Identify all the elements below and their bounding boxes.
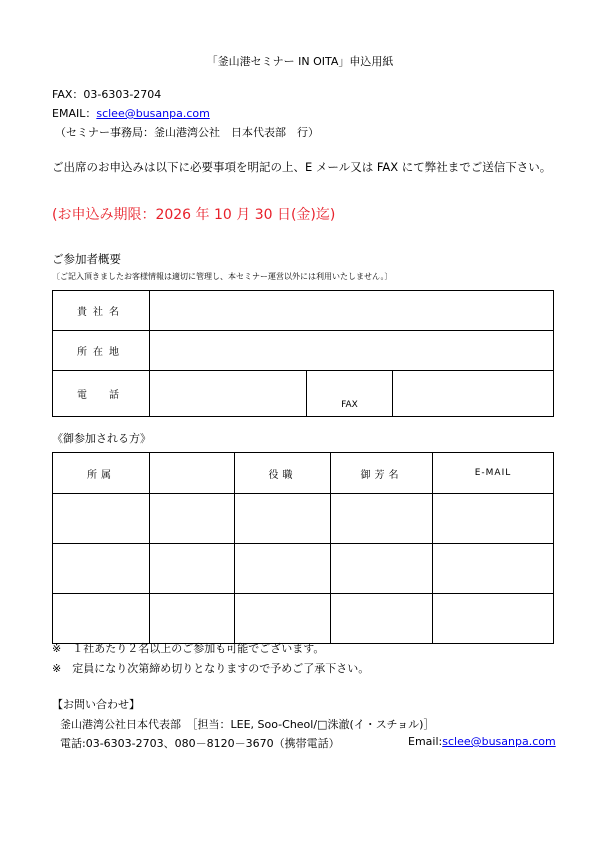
contact-email-label: Email: bbox=[408, 735, 443, 748]
email-cell[interactable] bbox=[433, 594, 554, 644]
name-cell[interactable] bbox=[331, 594, 433, 644]
table-row bbox=[53, 494, 554, 544]
fax-field[interactable] bbox=[393, 371, 554, 417]
company-label: 貴社名 bbox=[53, 291, 150, 331]
column-header-name: 御芳名 bbox=[331, 453, 433, 494]
affiliation-cell[interactable] bbox=[53, 544, 150, 594]
footnote: ※ １社あたり２名以上のご参加も可能でございます。 bbox=[52, 642, 325, 655]
blank-cell[interactable] bbox=[150, 494, 235, 544]
privacy-note: 〔ご記入頂きましたお客様情報は適切に管理し、本セミナー運営以外には利用いたしません。〕 bbox=[52, 272, 393, 281]
email-cell[interactable] bbox=[433, 544, 554, 594]
address-label: 所在地 bbox=[53, 331, 150, 371]
office-line: （セミナー事務局：釜山港湾公社 日本代表部 行） bbox=[55, 126, 319, 139]
name-cell[interactable] bbox=[331, 544, 433, 594]
email-cell[interactable] bbox=[433, 494, 554, 544]
table-row bbox=[53, 594, 554, 644]
intro-text: ご出席のお申込みは以下に必要事項を明記の上、E メール又は FAX にて弊社までご送信下さい。 bbox=[52, 160, 552, 174]
phone-label: 電 話 bbox=[53, 371, 150, 417]
contact-office: 釜山港湾公社日本代表部 ［担当：LEE, Soo-Cheol/□洙澈(イ・スチョル)］ bbox=[60, 718, 435, 731]
deadline-notice: (お申込み期限：2026 年 10 月 30 日(金)迄) bbox=[52, 207, 336, 223]
participant-heading: ご参加者概要 bbox=[52, 252, 121, 266]
name-cell[interactable] bbox=[331, 494, 433, 544]
company-field[interactable] bbox=[150, 291, 554, 331]
contact-phone: 電話:03-6303-2703、080－8120－3670（携帯電話） bbox=[60, 737, 340, 750]
participant-table bbox=[52, 290, 554, 417]
footnote: ※ 定員になり次第締め切りとなりますので予めご了承下さい。 bbox=[52, 662, 370, 675]
affiliation-cell[interactable] bbox=[53, 494, 150, 544]
fax-label: FAX bbox=[307, 371, 393, 417]
column-header-position: 役職 bbox=[235, 453, 331, 494]
contact-heading: 【お問い合わせ】 bbox=[52, 698, 140, 711]
page-title: 「釜山港セミナー IN OITA」申込用紙 bbox=[206, 55, 394, 68]
column-header-affiliation: 所属 bbox=[53, 453, 150, 494]
position-cell[interactable] bbox=[235, 544, 331, 594]
email-link[interactable]: sclee@busanpa.com bbox=[96, 107, 210, 120]
position-cell[interactable] bbox=[235, 494, 331, 544]
position-cell[interactable] bbox=[235, 594, 331, 644]
address-field[interactable] bbox=[150, 331, 554, 371]
contact-email bbox=[408, 735, 556, 748]
blank-cell[interactable] bbox=[150, 594, 235, 644]
affiliation-cell[interactable] bbox=[53, 594, 150, 644]
table-row bbox=[53, 544, 554, 594]
email-line bbox=[52, 105, 210, 121]
attendees-heading: 《御参加される方》 bbox=[52, 432, 151, 445]
contact-email-link[interactable]: sclee@busanpa.com bbox=[442, 735, 556, 748]
email-label: EMAIL： bbox=[52, 107, 97, 120]
attendees-table bbox=[52, 452, 554, 644]
column-header-blank bbox=[150, 453, 235, 494]
fax-number: FAX：03-6303-2704 bbox=[52, 88, 162, 101]
column-header-email: E-MAIL bbox=[433, 453, 554, 494]
blank-cell[interactable] bbox=[150, 544, 235, 594]
phone-field[interactable] bbox=[150, 371, 307, 417]
